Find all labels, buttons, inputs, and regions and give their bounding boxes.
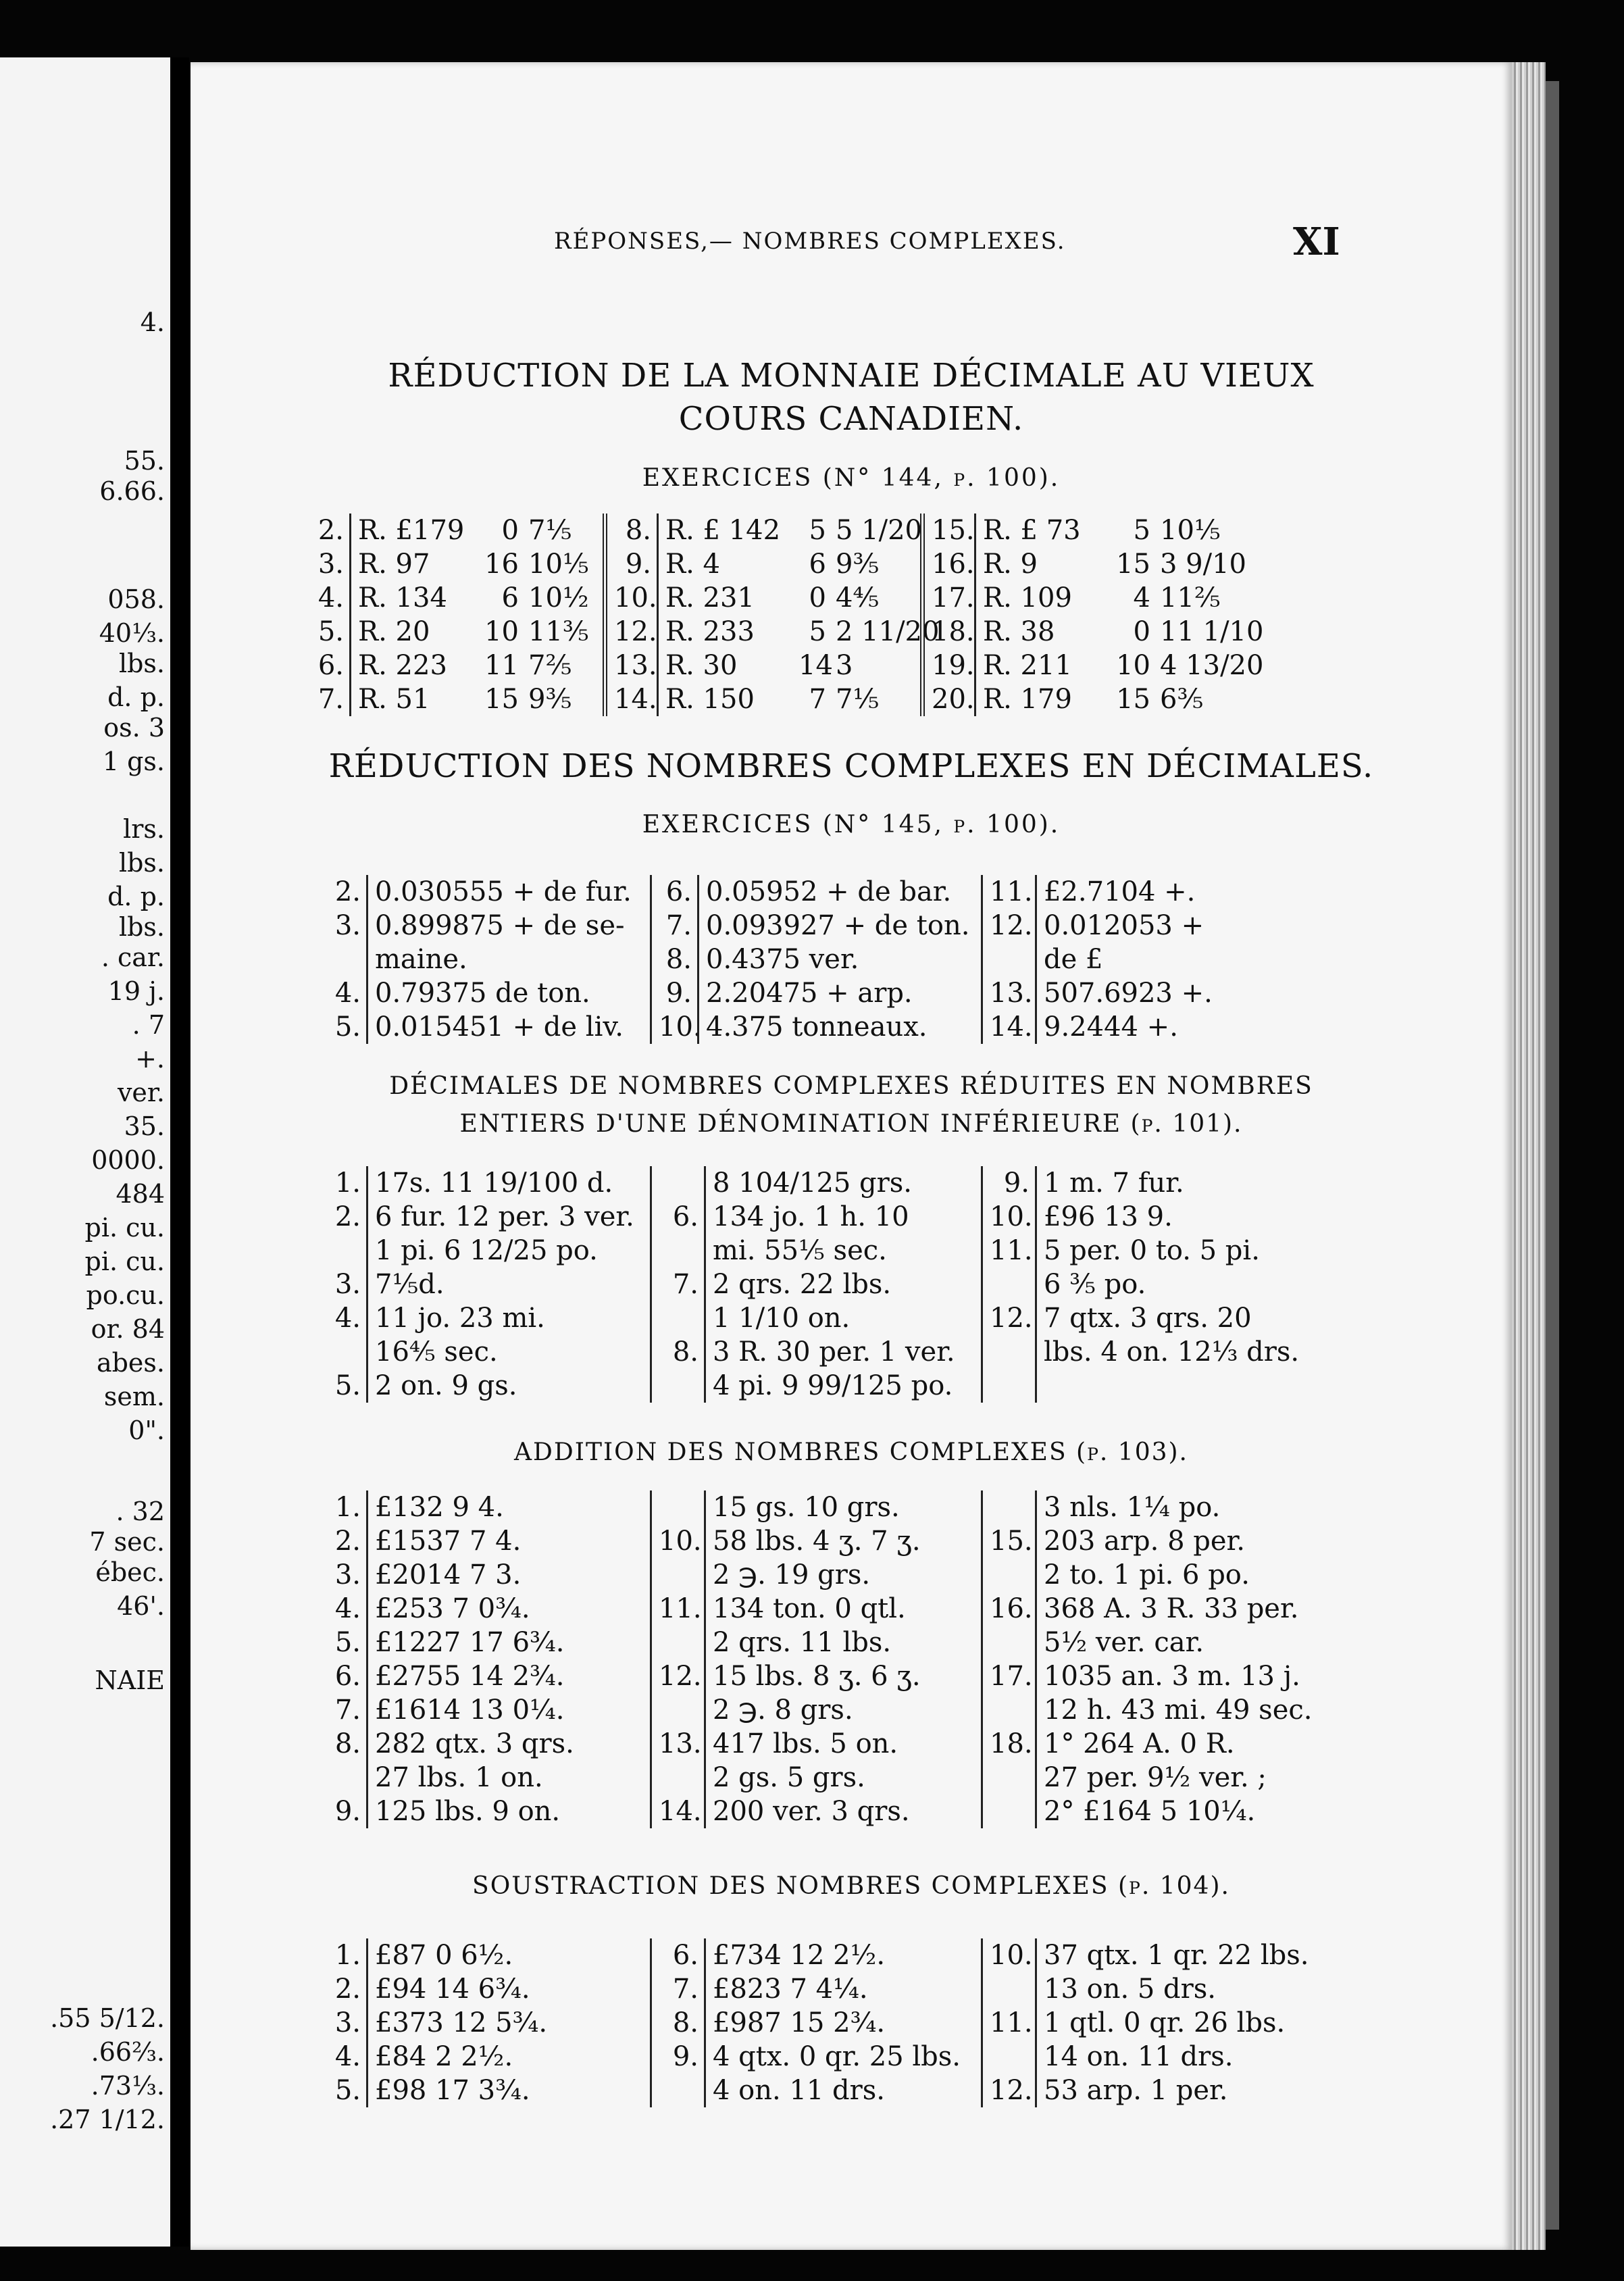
s2-cell: 0.4375 ver. [697, 943, 981, 976]
s2-cell: 7. [650, 909, 697, 943]
s1-cell: R. 134 [349, 581, 471, 615]
s3-cell: 3. [334, 1269, 361, 1300]
s5-cell: 1. [334, 1940, 361, 1971]
s5-cell: 8. [650, 2006, 704, 2040]
s3-cell: 5. [334, 1370, 361, 1401]
s4-cell: 17. [981, 1659, 1035, 1693]
s5-cell: £373 12 5¾. [366, 2006, 650, 2040]
s2-cell: 8. [650, 943, 697, 976]
s4-cell: 18. [981, 1727, 1035, 1761]
s5-cell: 12. [981, 2074, 1035, 2107]
s1-cell: 5. [318, 616, 344, 647]
s4-cell: 2 to. 1 pi. 6 po. [1035, 1558, 1319, 1592]
s3-title-line1: DÉCIMALES DE NOMBRES COMPLEXES RÉDUITES EN NOMBRES [389, 1072, 1313, 1100]
s4-cell: 2° £164 5 10¼. [1035, 1795, 1319, 1828]
s2-cell: 14. [981, 1010, 1035, 1044]
s4-cell: 7. [334, 1695, 361, 1726]
s4-cell: 27 lbs. 1 on. [366, 1761, 650, 1795]
facing-page-text: lbs. [118, 848, 165, 878]
s1-cell: 6 [809, 549, 826, 580]
s1-cell: 6 [501, 582, 519, 613]
s3-cell [650, 1369, 704, 1403]
s2-cell: 9.2444 +. [1035, 1010, 1265, 1044]
s1-cell: 9⅗ [528, 684, 572, 715]
s1-cell: 20. [920, 682, 974, 716]
s4-cell: £2755 14 2¾. [366, 1659, 650, 1693]
s4-cell: 203 arp. 8 per. [1035, 1524, 1319, 1558]
s5-cell: £734 12 2½. [704, 1938, 981, 1972]
s1-cell: R. 231 [657, 581, 798, 615]
s4-cell [981, 1693, 1035, 1727]
s4-cell: £1614 13 0¼. [366, 1693, 650, 1727]
s4-cell: 16. [981, 1592, 1035, 1626]
s1-cell: 4 13/20 [1160, 650, 1264, 681]
s1-cell: 18. [920, 615, 974, 649]
s3-cell [981, 1335, 1035, 1369]
s4-cell: 15 gs. 10 grs. [704, 1490, 981, 1524]
facing-page-text: . car. [101, 943, 165, 972]
s4-cell: 15 lbs. 8 ʒ. 6 ʒ. [704, 1659, 981, 1693]
s3-cell: 1 pi. 6 12/25 po. [366, 1234, 650, 1268]
s1-table [312, 513, 1339, 716]
s2-cell: 2.20475 + arp. [697, 976, 981, 1010]
s3-cell: 7. [650, 1268, 704, 1301]
facing-page-text: pi. cu. [84, 1213, 165, 1243]
s4-cell: 2 ℈. 19 grs. [704, 1558, 981, 1592]
facing-page-text: d. p. [107, 682, 165, 712]
s2-cell [312, 943, 366, 976]
s4-cell [650, 1761, 704, 1795]
s4-cell [981, 1795, 1035, 1828]
s5-cell: £84 2 2½. [366, 2040, 650, 2074]
s3-cell: 5 per. 0 to. 5 pi. [1035, 1234, 1319, 1268]
s4-cell: 5½ ver. car. [1035, 1626, 1319, 1659]
facing-page-text: .55 5/12. [50, 2003, 165, 2033]
s4-cell: 1° 264 A. 0 R. [1035, 1727, 1319, 1761]
s1-cell: R. 9 [974, 547, 1102, 581]
facing-page-text: 40⅓. [99, 618, 165, 648]
s4-cell: 3 nls. 1¼ po. [1035, 1490, 1319, 1524]
s3-cell: 8. [650, 1335, 704, 1369]
book-gutter [170, 57, 189, 2247]
s1-cell: 5 1/20 [836, 515, 922, 546]
s4-cell: 8. [334, 1728, 361, 1759]
s3-cell [312, 1335, 366, 1369]
s4-cell: 1. [334, 1492, 361, 1523]
s5-cell [650, 2074, 704, 2107]
s1-cell: 15 [1116, 684, 1150, 715]
s2-cell: 507.6923 +. [1035, 976, 1265, 1010]
s5-cell: 4. [334, 2041, 361, 2072]
s1-cell: 7. [318, 684, 344, 715]
s1-cell: 6⅗ [1160, 684, 1204, 715]
book-page [191, 62, 1512, 2250]
s1-cell: 8. [603, 513, 657, 547]
facing-page-text: po.cu. [86, 1280, 165, 1310]
s1-cell: R. 38 [974, 615, 1102, 649]
s1-cell: 11 1/10 [1160, 616, 1264, 647]
s1-cell: 3. [318, 549, 344, 580]
s4-cell [650, 1626, 704, 1659]
s4-cell: 10. [650, 1524, 704, 1558]
s1-cell: 11 [484, 650, 519, 681]
s1-cell: 16. [920, 547, 974, 581]
s1-cell: 11⅗ [528, 616, 589, 647]
s4-cell: 9. [334, 1796, 361, 1827]
s1-cell: 9. [603, 547, 657, 581]
s2-cell: 10. [650, 1010, 697, 1044]
s3-cell [650, 1301, 704, 1335]
s3-cell: 1 1/10 on. [704, 1301, 981, 1335]
s3-cell: 9. [981, 1166, 1035, 1200]
s5-cell [981, 2040, 1035, 2074]
facing-page-text: lbs. [118, 912, 165, 942]
s2-cell: 0.899875 + de se- [366, 909, 650, 943]
s2-cell: £2.7104 +. [1035, 875, 1265, 909]
s1-cell: R. 4 [657, 547, 798, 581]
page-edges [1512, 62, 1546, 2250]
s3-cell [1035, 1369, 1319, 1403]
s2-cell: 0.015451 + de liv. [366, 1010, 650, 1044]
s5-cell: 7. [650, 1972, 704, 2006]
s2-cell: 0.030555 + de fur. [366, 875, 650, 909]
facing-page-text: 0000. [91, 1145, 165, 1175]
s4-cell [981, 1558, 1035, 1592]
s1-cell: R. 51 [349, 682, 471, 716]
s1-cell: 7⅕ [836, 684, 880, 715]
s4-cell: 11. [650, 1592, 704, 1626]
s1-cell: 19. [920, 649, 974, 682]
facing-page-text: 0". [128, 1415, 165, 1445]
s4-cell [650, 1693, 704, 1727]
s2-cell: 3. [334, 910, 361, 941]
facing-page-fragment [0, 57, 170, 2247]
facing-page-text: +. [135, 1044, 165, 1074]
s4-cell [981, 1490, 1035, 1524]
s3-cell [650, 1234, 704, 1268]
s1-exercises: EXERCICES (N° 144, p. 100). [642, 464, 1061, 492]
s4-cell [981, 1626, 1035, 1659]
facing-page-text: . 7 [132, 1010, 165, 1040]
s1-cell: 10⅕ [1160, 515, 1221, 546]
s1-cell: 0 [1133, 616, 1150, 647]
s1-cell: 9⅗ [836, 549, 880, 580]
s3-cell [981, 1268, 1035, 1301]
facing-page-text: 6.66. [99, 476, 165, 506]
s4-cell: 5. [334, 1627, 361, 1658]
s5-cell: £94 14 6¾. [366, 1972, 650, 2006]
s1-title-line2: COURS CANADIEN. [678, 400, 1024, 438]
s1-cell: R. 211 [974, 649, 1102, 682]
s2-cell: 12. [981, 909, 1035, 943]
s1-cell: R. 30 [657, 649, 798, 682]
s1-cell: 2 11/20 [836, 616, 940, 647]
s3-cell: 11. [981, 1234, 1035, 1268]
facing-page-text: 7 sec. [89, 1527, 165, 1557]
s1-cell: R. 109 [974, 581, 1102, 615]
s4-cell: £1537 7 4. [366, 1524, 650, 1558]
s3-cell [650, 1166, 704, 1200]
s5-cell: 5. [334, 2075, 361, 2106]
s4-cell: 2 qrs. 11 lbs. [704, 1626, 981, 1659]
facing-page-text: lbs. [118, 649, 165, 678]
s3-cell: lbs. 4 on. 12⅓ drs. [1035, 1335, 1319, 1369]
s1-cell: 13. [603, 649, 657, 682]
s5-table [312, 1938, 1366, 2107]
s1-cell: 10. [603, 581, 657, 615]
s1-cell: 15. [920, 513, 974, 547]
s4-cell: 15. [981, 1524, 1035, 1558]
s3-cell: mi. 55⅕ sec. [704, 1234, 981, 1268]
s3-cell: £96 13 9. [1035, 1200, 1319, 1234]
facing-page-text: 19 j. [107, 976, 165, 1006]
s3-cell [981, 1369, 1035, 1403]
s4-cell: £253 7 0¾. [366, 1592, 650, 1626]
s1-cell: R. 233 [657, 615, 798, 649]
s4-cell: 13. [650, 1727, 704, 1761]
s5-cell: £87 0 6½. [366, 1938, 650, 1972]
s5-cell: 53 arp. 1 per. [1035, 2074, 1319, 2107]
s1-cell: 17. [920, 581, 974, 615]
s1-cell: 16 [484, 549, 519, 580]
s5-cell: 6. [650, 1938, 704, 1972]
s2-exercises: EXERCICES (N° 145, p. 100). [642, 811, 1061, 838]
s2-cell: 6. [650, 875, 697, 909]
s1-cell: 14. [603, 682, 657, 716]
s1-cell: 5 [1133, 515, 1150, 546]
s4-cell: 2 ℈. 8 grs. [704, 1693, 981, 1727]
s2-cell: maine. [366, 943, 650, 976]
s5-cell: 4 on. 11 drs. [704, 2074, 981, 2107]
facing-page-text: 1 gs. [102, 747, 165, 776]
s4-cell: £1227 17 6¾. [366, 1626, 650, 1659]
s1-cell: R. 20 [349, 615, 471, 649]
s4-cell: 14. [650, 1795, 704, 1828]
s4-cell: 134 ton. 0 qtl. [704, 1592, 981, 1626]
s5-cell: 10. [981, 1938, 1035, 1972]
s4-cell [312, 1761, 366, 1795]
s5-title: SOUSTRACTION DES NOMBRES COMPLEXES (p. 104). [472, 1872, 1230, 1900]
s4-cell [650, 1558, 704, 1592]
facing-page-text: .27 1/12. [50, 2105, 165, 2134]
s4-cell [981, 1761, 1035, 1795]
facing-page-text: 55. [124, 446, 165, 476]
facing-page-text: abes. [96, 1348, 165, 1378]
s2-cell: de £ [1035, 943, 1265, 976]
facing-page-text: 46'. [117, 1591, 165, 1621]
s1-cell: R. 97 [349, 547, 471, 581]
s1-cell: 4⅘ [836, 582, 880, 613]
s1-cell: 4. [318, 582, 344, 613]
s4-cell: £132 9 4. [366, 1490, 650, 1524]
s3-cell: 2 on. 9 gs. [366, 1369, 650, 1403]
s2-cell: 9. [650, 976, 697, 1010]
s3-cell [312, 1234, 366, 1268]
facing-page-text: sem. [103, 1382, 165, 1411]
running-header [191, 220, 1512, 275]
s4-cell: 12. [650, 1659, 704, 1693]
s1-cell: R. 179 [974, 682, 1102, 716]
s4-cell: 368 A. 3 R. 33 per. [1035, 1592, 1319, 1626]
s3-cell: 1 m. 7 fur. [1035, 1166, 1319, 1200]
s2-cell: 0.012053 + [1035, 909, 1265, 943]
s3-cell: 7⅕d. [366, 1268, 650, 1301]
s1-cell: 12. [603, 615, 657, 649]
s5-cell: £98 17 3¾. [366, 2074, 650, 2107]
s3-cell: 8 104/125 grs. [704, 1166, 981, 1200]
facing-page-text: .66⅔. [91, 2037, 165, 2067]
s4-cell: 12 h. 43 mi. 49 sec. [1035, 1693, 1319, 1727]
s2-cell: 5. [334, 1011, 361, 1043]
s4-cell: 2. [334, 1526, 361, 1557]
facing-page-text: lrs. [123, 814, 165, 844]
s5-cell: 3. [334, 2007, 361, 2038]
s1-cell: 15 [484, 684, 519, 715]
s5-cell: 9. [650, 2040, 704, 2074]
s3-table [312, 1166, 1366, 1403]
s5-cell: 4 qtx. 0 qr. 25 lbs. [704, 2040, 981, 2074]
facing-page-text: pi. cu. [84, 1247, 165, 1276]
s4-cell: 417 lbs. 5 on. [704, 1727, 981, 1761]
s5-cell [981, 1972, 1035, 2006]
facing-page-text: 484 [116, 1179, 165, 1209]
s1-cell: 7 [809, 684, 826, 715]
s4-cell: 6. [334, 1661, 361, 1692]
s2-cell [981, 943, 1035, 976]
s5-cell: 11. [981, 2006, 1035, 2040]
s1-cell: 5 [809, 616, 826, 647]
s5-cell: 13 on. 5 drs. [1035, 1972, 1319, 2006]
facing-page-text: 35. [124, 1111, 165, 1141]
s3-cell: 6. [650, 1200, 704, 1234]
s1-cell: 7⅕ [528, 515, 572, 546]
s1-cell: 10 [1116, 650, 1150, 681]
facing-page-text: NAIE [95, 1665, 165, 1695]
s4-cell: 282 qtx. 3 qrs. [366, 1727, 650, 1761]
s1-cell: 0 [809, 582, 826, 613]
s3-cell: 2. [334, 1201, 361, 1232]
s5-cell: 37 qtx. 1 qr. 22 lbs. [1035, 1938, 1319, 1972]
s5-cell: 14 on. 11 drs. [1035, 2040, 1319, 2074]
s3-cell: 11 jo. 23 mi. [366, 1301, 650, 1335]
s1-cell: 4 [1133, 582, 1150, 613]
facing-page-text: . 32 [116, 1497, 165, 1526]
s3-cell: 12. [981, 1301, 1035, 1335]
s3-cell: 134 jo. 1 h. 10 [704, 1200, 981, 1234]
facing-page-text: d. p. [107, 882, 165, 911]
s4-title: ADDITION DES NOMBRES COMPLEXES (p. 103). [514, 1438, 1188, 1466]
s1-cell: 10½ [528, 582, 589, 613]
s1-cell: 10 [484, 616, 519, 647]
s5-cell: 1 qtl. 0 qr. 26 lbs. [1035, 2006, 1319, 2040]
s1-cell: R. £ 73 [974, 513, 1102, 547]
s2-cell: 4.375 tonneaux. [697, 1010, 981, 1044]
s4-cell: 2 gs. 5 grs. [704, 1761, 981, 1795]
s1-cell: R. 223 [349, 649, 471, 682]
s3-cell: 10. [981, 1200, 1035, 1234]
s1-cell: 6. [318, 650, 344, 681]
s3-cell: 6 ⅗ po. [1035, 1268, 1319, 1301]
book-cover-edge [1546, 81, 1559, 2230]
s1-title-line1: RÉDUCTION DE LA MONNAIE DÉCIMALE AU VIEUX [388, 357, 1315, 395]
facing-page-text: 058. [107, 584, 165, 614]
s4-cell: 1035 an. 3 m. 13 j. [1035, 1659, 1319, 1693]
s5-cell: 2. [334, 1974, 361, 2005]
s3-cell: 4 pi. 9 99/125 po. [704, 1369, 981, 1403]
s2-cell: 0.093927 + de ton. [697, 909, 981, 943]
facing-page-text: 4. [140, 307, 165, 337]
s3-cell: 6 fur. 12 per. 3 ver. [366, 1200, 650, 1234]
s1-cell: R. 150 [657, 682, 798, 716]
s1-cell: R. £179 [349, 513, 471, 547]
s1-cell: 2. [318, 515, 344, 546]
s1-cell: 3 9/10 [1160, 549, 1246, 580]
facing-page-text: or. 84 [91, 1314, 165, 1344]
s2-table [312, 875, 1366, 1044]
facing-page-text: ébec. [95, 1557, 165, 1587]
s4-cell [650, 1490, 704, 1524]
running-title: RÉPONSES,— NOMBRES COMPLEXES. [554, 228, 1066, 255]
s1-cell: 5 [809, 515, 826, 546]
s1-cell: R. £ 142 [657, 513, 798, 547]
s1-cell: 3 [836, 650, 853, 681]
s1-cell: 7⅖ [528, 650, 572, 681]
s2-cell: 0.79375 de ton. [366, 976, 650, 1010]
s1-cell: 14 [798, 650, 833, 681]
s4-cell: 58 lbs. 4 ʒ. 7 ʒ. [704, 1524, 981, 1558]
facing-page-text: ver. [117, 1078, 165, 1107]
s1-cell: 10⅕ [528, 549, 589, 580]
s3-cell: 2 qrs. 22 lbs. [704, 1268, 981, 1301]
s3-cell: 4. [334, 1303, 361, 1334]
s3-cell: 17s. 11 19/100 d. [366, 1166, 650, 1200]
page-number: XI [1293, 220, 1340, 264]
s3-cell: 3 R. 30 per. 1 ver. [704, 1335, 981, 1369]
s3-title-line2: ENTIERS D'UNE DÉNOMINATION INFÉRIEURE (p. 101). [459, 1110, 1243, 1138]
facing-page-text: .73⅓. [91, 2071, 165, 2101]
s4-cell: £2014 7 3. [366, 1558, 650, 1592]
s4-cell: 27 per. 9½ ver. ; [1035, 1761, 1319, 1795]
s1-cell: 0 [501, 515, 519, 546]
s2-cell: 2. [334, 876, 361, 907]
s3-cell: 16⅘ sec. [366, 1335, 650, 1369]
s4-table [312, 1490, 1366, 1828]
s2-cell: 11. [981, 875, 1035, 909]
s2-cell: 13. [981, 976, 1035, 1010]
s2-title: RÉDUCTION DES NOMBRES COMPLEXES EN DÉCIMALES. [328, 747, 1374, 785]
s4-cell: 3. [334, 1559, 361, 1590]
s5-cell: £823 7 4¼. [704, 1972, 981, 2006]
s1-cell: 11⅖ [1160, 582, 1221, 613]
s3-cell: 1. [334, 1168, 361, 1199]
s4-cell: 200 ver. 3 qrs. [704, 1795, 981, 1828]
s4-cell: 125 lbs. 9 on. [366, 1795, 650, 1828]
s1-cell: 15 [1116, 549, 1150, 580]
s2-cell: 4. [334, 978, 361, 1009]
s4-cell: 4. [334, 1593, 361, 1624]
s2-cell: 0.05952 + de bar. [697, 875, 981, 909]
facing-page-text: os. 3 [103, 713, 165, 743]
s3-cell: 7 qtx. 3 qrs. 20 [1035, 1301, 1319, 1335]
s5-cell: £987 15 2¾. [704, 2006, 981, 2040]
